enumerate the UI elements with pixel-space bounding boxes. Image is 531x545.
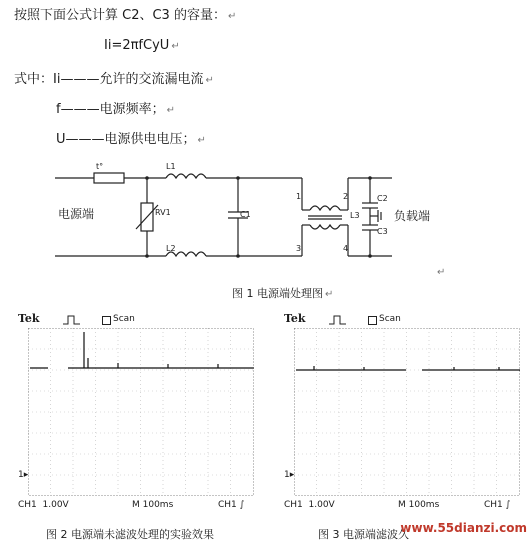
site-watermark: www.55dianzi.com bbox=[400, 521, 527, 535]
transformer-l3 bbox=[310, 206, 340, 210]
l1-label: L1 bbox=[166, 162, 176, 171]
scan-checkbox-icon bbox=[368, 316, 377, 325]
scan-checkbox-icon bbox=[102, 316, 111, 325]
figure1-caption: 图 1 电源端处理图 ↵ bbox=[232, 287, 334, 300]
trigger-channel: CH1 ∫ bbox=[218, 500, 245, 510]
pin2-label: 2 bbox=[343, 192, 349, 201]
scan-label: Scan bbox=[113, 314, 135, 324]
channel-marker: 1▸ bbox=[284, 470, 295, 480]
trigger-channel: CH1 ∫ bbox=[484, 500, 511, 510]
where-text: 式中：Ii———允许的交流漏电流 ↵ bbox=[14, 72, 214, 87]
intro-text: 按照下面公式计算 C2、C3 的容量： ↵ bbox=[14, 8, 237, 23]
rv1-label: RV1 bbox=[155, 208, 171, 217]
scope-left bbox=[14, 310, 260, 520]
scope-brand: Tek bbox=[18, 312, 40, 325]
inductor-l1 bbox=[166, 174, 206, 178]
figure3-caption: 图 3 电源端滤波久 bbox=[318, 528, 409, 541]
trigger-icon bbox=[328, 314, 348, 326]
fuse-label: t° bbox=[96, 162, 104, 171]
pin4-label: 4 bbox=[343, 244, 349, 253]
fuse bbox=[94, 173, 124, 183]
scope-brand: Tek bbox=[284, 312, 306, 325]
u-definition: U———电源供电电压； ↵ bbox=[56, 132, 206, 147]
trigger-icon bbox=[62, 314, 82, 326]
channel-marker: 1▸ bbox=[18, 470, 29, 480]
pin3-label: 3 bbox=[296, 244, 302, 253]
scope-left-screen bbox=[28, 328, 254, 496]
c3-label: C3 bbox=[377, 227, 388, 236]
figure2-caption: 图 2 电源端未滤波处理的实验效果 bbox=[46, 528, 214, 541]
timebase: M 100ms bbox=[398, 500, 440, 510]
timebase: M 100ms bbox=[132, 500, 174, 510]
f-definition: f———电源频率； ↵ bbox=[56, 102, 175, 117]
c2-label: C2 bbox=[377, 194, 388, 203]
source-label: 电源端 bbox=[58, 207, 95, 221]
c1-label: C1 bbox=[240, 210, 251, 219]
l3-label: L3 bbox=[350, 211, 360, 220]
formula-text: Ii=2πfCyU ↵ bbox=[104, 38, 180, 53]
l2-label: L2 bbox=[166, 244, 176, 253]
scope-right-screen bbox=[294, 328, 520, 496]
load-label: 负载端 bbox=[394, 209, 431, 223]
scope-right-footer: CH1 1.00V bbox=[284, 500, 335, 510]
pin1-label: 1 bbox=[296, 192, 302, 201]
scope-left-footer: CH1 1.00V bbox=[18, 500, 69, 510]
power-filter-circuit bbox=[0, 155, 531, 275]
scan-label: Scan bbox=[379, 314, 401, 324]
scope-right bbox=[280, 310, 526, 520]
diagram-return-mark: ↵ bbox=[437, 267, 446, 275]
